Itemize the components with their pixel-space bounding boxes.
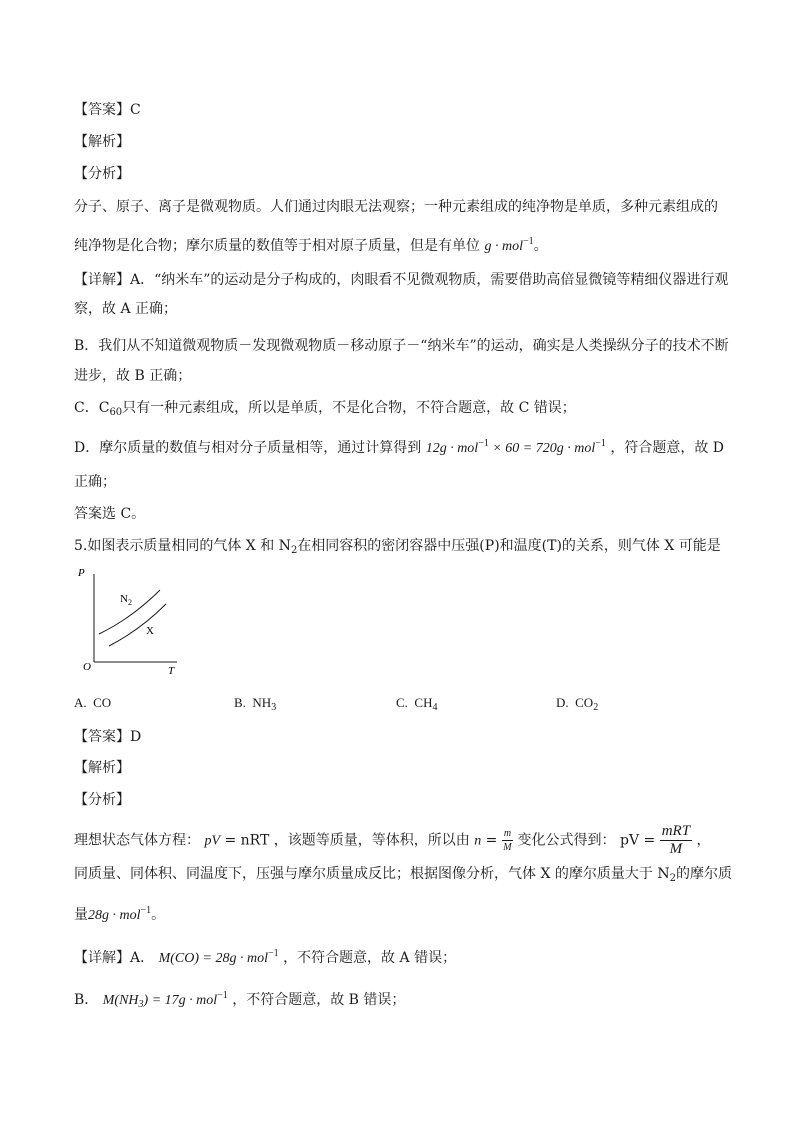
option-a[interactable]: A. CO — [74, 695, 112, 710]
answer-label: 【答案】C — [74, 102, 141, 118]
x-axis-label: T — [168, 665, 175, 677]
fenxi-label-5: 【分析】 — [74, 792, 130, 808]
n-equals-m-over-m: $\frac{m}{M}$ — [503, 828, 512, 853]
fenxi-label: 【分析】 — [74, 166, 130, 182]
analysis-label: 【解析】 — [74, 134, 130, 150]
detail-d-2: 正确； — [74, 474, 116, 490]
answer-label-5: 【答案】D — [74, 729, 142, 745]
option-c[interactable]: C. $CH_4$ — [396, 695, 438, 713]
option-b[interactable]: B. $NH_3$ — [234, 695, 277, 713]
final-answer: 答案选 C。 — [74, 506, 146, 522]
detail-b-1: B．我们从不知道微观物质－发现微观物质－移动原子－“纳米车”的运动，确实是人类操纵分子的技术不断 — [74, 338, 729, 354]
mrt-over-m: $\frac{\text{mRT}}{M}$ — [661, 823, 691, 857]
detail-b-2: 进步，故 B 正确； — [74, 368, 192, 384]
curve-n2-label: $N_2$ — [120, 593, 132, 607]
curve-x-label: X — [146, 625, 154, 637]
detail-d-1: D．摩尔质量的数值与相对分子质量相等，通过计算得到 12g · mol$^{-1}$ × 60 = 720g · mol$^{-1}$ ，符合题意，故 D — [74, 438, 725, 456]
analysis-label-5: 【解析】 — [74, 760, 130, 776]
fenxi-text-2: 纯净物是化合物；摩尔质量的数值等于相对原子质量，但是有单位 g · mol$^{-1}$。 — [74, 236, 548, 254]
option-d[interactable]: D. $CO_2$ — [556, 695, 599, 713]
detail-5-a: 【详解】A． M(CO) = 28g · mol$^{-1}$ ，不符合题意，故 A 错误； — [74, 948, 457, 966]
origin-label: O — [83, 661, 91, 673]
detail-5-b: B． $M(NH_3) = 17g \cdot mol^{-1}$ ，不符合题意，故 B 错误； — [74, 990, 406, 1010]
gas-equation-line: 理想状态气体方程： pV = nRT ，该题等质量，等体积，所以由 n = $\frac{m}{M}$ 变化公式得到： pV = $\frac{\text{mRT}}{M}$ ， — [74, 823, 711, 857]
fenxi-text-5-3: 量28g · mol$^{-1}$。 — [74, 905, 166, 923]
pressure-temperature-graph — [72, 560, 192, 680]
y-axis-label: P — [78, 567, 85, 579]
detail-c: C．$C_{60}$只有一种元素组成，所以是单质，不是化合物，不符合题意，故 C 错误； — [74, 400, 576, 418]
detail-a-1: 【详解】A．“纳米车”的运动是分子构成的，肉眼看不见微观物质，需要借助高倍显微镜等精细仪器进行观 — [74, 272, 729, 288]
fenxi-text-5-2: 同质量、同体积、同温度下，压强与摩尔质量成反比；根据图像分析，气体 X 的摩尔质量大于 $N_2$的摩尔质 — [74, 866, 732, 884]
fenxi-text-1: 分子、原子、离子是微观物质。人们通过肉眼无法观察；一种元素组成的纯净物是单质，多种元素组成的 — [74, 199, 718, 215]
question-5-stem: 5.如图表示质量相同的气体 X 和 $N_2$在相同容积的密闭容器中压强(P)和温度(T)的关系，则气体 X 可能是 — [74, 538, 721, 556]
detail-a-2: 察，故 A 正确； — [74, 301, 178, 317]
